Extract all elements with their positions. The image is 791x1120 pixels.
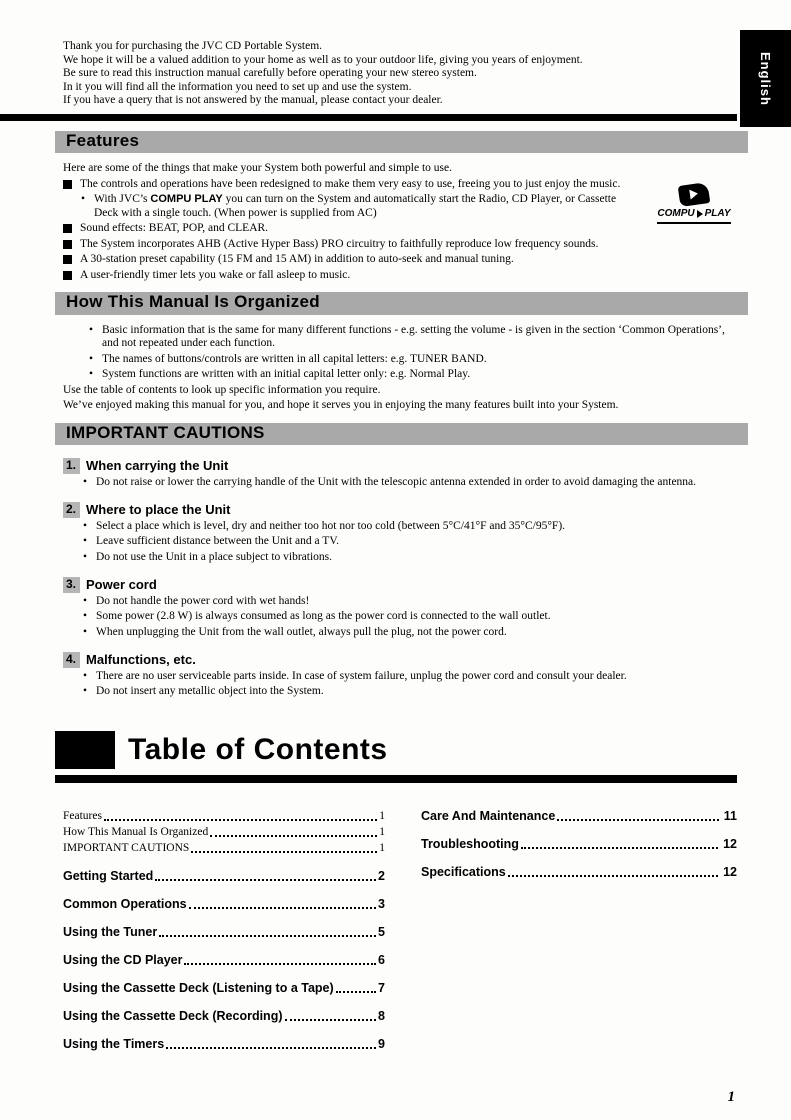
- features-section-body: [63, 162, 737, 282]
- features-lead: Here are some of the things that make your System both powerful and simple to use.: [63, 162, 452, 174]
- bullet-icon: [83, 551, 96, 565]
- toc-entry: [421, 837, 737, 852]
- feature-item-text: The System incorporates AHB (Active Hyper Bass) PRO circuitry to faithfully reproduce low frequency sounds.: [80, 237, 599, 250]
- toc-entry-label: Care And Maintenance: [421, 808, 556, 823]
- intro-line: In it you will find all the information you need to set up and use the system.: [63, 80, 412, 93]
- toc-dot-leader: [104, 819, 377, 821]
- top-divider: [0, 114, 737, 121]
- caution-item: [63, 577, 737, 639]
- bullet-icon: [83, 685, 96, 699]
- toc-entry-page: 8: [378, 1008, 385, 1023]
- square-bullet-icon: [63, 255, 72, 264]
- caution-heading-text: When carrying the Unit: [86, 458, 229, 473]
- caution-bullet: [83, 685, 737, 699]
- caution-bullet-text: There are no user serviceable parts inside. In case of system failure, unplug the power cord and consult your dealer.: [96, 669, 627, 682]
- toc-dot-leader: [285, 1019, 377, 1021]
- toc-entry: [63, 897, 385, 912]
- toc-entry-label: Using the Timers: [63, 1036, 165, 1051]
- square-bullet-icon: [63, 240, 72, 249]
- toc-entry-label: Troubleshooting: [421, 836, 519, 851]
- toc-entry: [421, 865, 737, 880]
- bullet-icon: [89, 368, 102, 382]
- organized-paragraph: We’ve enjoyed making this manual for you, and hope it serves you in enjoying the many features built into your System.: [63, 399, 619, 411]
- caution-bullet: [83, 670, 737, 684]
- bullet-icon: [83, 476, 96, 490]
- toc-dot-leader: [336, 991, 376, 993]
- toc-entry: [63, 1037, 385, 1052]
- toc-left-column: [63, 809, 385, 1065]
- caution-bullet: [83, 626, 737, 640]
- features-section-header: [55, 131, 748, 154]
- toc-dot-leader: [166, 1047, 376, 1049]
- toc-entry: [63, 869, 385, 884]
- toc-entry: [63, 1009, 385, 1024]
- feature-item-text: A user-friendly timer lets you wake or fall asleep to music.: [80, 268, 351, 281]
- toc-entry-label: IMPORTANT CAUTIONS: [63, 841, 190, 854]
- caution-heading-text: Where to place the Unit: [86, 502, 231, 517]
- toc-entry-label: Features: [63, 809, 102, 822]
- caution-number-badge: 4.: [63, 652, 80, 668]
- bullet-icon: [83, 626, 96, 640]
- toc-entry-page: 12: [723, 836, 737, 851]
- square-bullet-icon: [63, 180, 72, 189]
- caution-bullet: [83, 476, 737, 490]
- feature-item-text: Sound effects: BEAT, POP, and CLEAR.: [80, 222, 269, 234]
- caution-heading: [63, 577, 737, 593]
- caution-heading: [63, 652, 737, 668]
- toc-entry-label: How This Manual Is Organized: [63, 825, 209, 838]
- bullet-icon: [89, 324, 102, 351]
- intro-line: Be sure to read this instruction manual carefully before operating your new stereo system.: [63, 67, 477, 79]
- toc-divider: [55, 775, 737, 783]
- bullet-icon: [89, 353, 102, 367]
- toc-entry: [63, 925, 385, 940]
- compu-play-logo-word-left: COMPU: [657, 208, 695, 219]
- toc-dot-leader: [557, 819, 718, 821]
- bullet-icon: [81, 193, 94, 220]
- organized-paragraph: Use the table of contents to look up specific information you require.: [63, 383, 381, 396]
- toc-dot-leader: [159, 935, 376, 937]
- organized-bullet: [89, 324, 737, 351]
- bullet-icon: [83, 535, 96, 549]
- language-tab-label: English: [758, 51, 773, 106]
- compu-play-logo-text: [657, 207, 731, 224]
- feature-sub-item-text: [94, 193, 737, 220]
- toc-entry-page: 7: [378, 980, 385, 995]
- caution-bullet-text: Do not use the Unit in a place subject to vibrations.: [96, 550, 333, 563]
- bullet-icon: [83, 595, 96, 609]
- toc-title: Table of Contents: [128, 732, 388, 766]
- organized-bullet: [89, 353, 737, 367]
- cautions-section-header: [55, 423, 748, 446]
- organized-bullet-text: System functions are written with an initial capital letter only: e.g. Normal Play.: [102, 368, 471, 380]
- toc-entry: [63, 825, 385, 840]
- feature-sub-item: [81, 193, 737, 220]
- toc-entry-page: 12: [723, 864, 737, 879]
- feature-item: [63, 253, 737, 267]
- play-triangle-icon: [697, 210, 703, 218]
- feature-item-text: A 30-station preset capability (15 FM and 15 AM) in addition to auto-seek and manual tuning.: [80, 253, 514, 265]
- toc-entry-page: 11: [723, 808, 737, 823]
- feature-item: [63, 269, 737, 283]
- intro-line: We hope it will be a valued addition to your home as well as to your outdoor life, giving you years of enjoyment.: [63, 53, 583, 66]
- toc-entry-page: 1: [379, 825, 385, 838]
- toc-heading-square-icon: [55, 731, 115, 769]
- caution-item: [63, 502, 737, 564]
- toc-entry-label: Common Operations: [63, 896, 187, 911]
- organized-bullet-text: The names of buttons/controls are written in all capital letters: e.g. TUNER BAND.: [102, 352, 487, 365]
- feature-item: [63, 222, 737, 236]
- caution-bullet-text: Do not insert any metallic object into the System.: [96, 685, 324, 697]
- intro-line: If you have a query that is not answered by the manual, please contact your dealer.: [63, 94, 443, 106]
- toc-dot-leader: [155, 879, 376, 881]
- compu-play-logo-word-right: PLAY: [704, 208, 731, 219]
- caution-item: [63, 652, 737, 699]
- language-tab: [740, 30, 791, 127]
- toc-entry: [63, 981, 385, 996]
- toc-entry: [63, 841, 385, 856]
- intro-paragraph: [63, 40, 737, 108]
- feature-item-text: The controls and operations have been redesigned to make them very easy to use, freeing you to just enjoy the music.: [80, 177, 621, 190]
- intro-line: Thank you for purchasing the JVC CD Portable System.: [63, 40, 323, 52]
- bullet-icon: [83, 610, 96, 624]
- caution-bullet: [83, 610, 737, 624]
- toc-dot-leader: [521, 847, 718, 849]
- toc-entry-page: 1: [379, 841, 385, 854]
- toc-entry-page: 9: [378, 1036, 385, 1051]
- toc-entry-page: 6: [378, 952, 385, 967]
- caution-bullet-text: Do not raise or lower the carrying handle of the Unit with the telescopic antenna extended in order to avoid damaging the antenna.: [96, 475, 697, 488]
- bullet-icon: [83, 670, 96, 684]
- toc-right-column: [421, 809, 737, 1065]
- page-number: 1: [727, 1089, 735, 1105]
- caution-number-badge: 2.: [63, 502, 80, 518]
- toc-dot-leader: [508, 875, 718, 877]
- toc-entry-label: Using the CD Player: [63, 952, 183, 967]
- toc-columns: [63, 809, 737, 1065]
- toc-entry-page: 5: [378, 924, 385, 939]
- caution-bullet-text: Do not handle the power cord with wet hands!: [96, 594, 310, 607]
- organized-bullet-text: Basic information that is the same for many different functions - e.g. setting the volume - is given in the section ‘Common Operations’, and not repeated under each function.: [102, 323, 725, 349]
- toc-entry-page: 3: [378, 896, 385, 911]
- toc-entry-label: Specifications: [421, 864, 506, 879]
- caution-bullet: [83, 535, 737, 549]
- compu-play-logo: [657, 184, 731, 224]
- organized-section-title: How This Manual Is Organized: [66, 292, 320, 311]
- organized-section-body: [63, 324, 737, 413]
- toc-entry-label: Using the Cassette Deck (Listening to a Tape): [63, 980, 334, 995]
- compu-sub-post: you can turn on the System and automatically start the Radio, CD Player, or Cassette Deck with a single touch. (When power is supplied from AC): [94, 193, 617, 219]
- toc-entry-label: Getting Started: [63, 868, 154, 883]
- toc-entry: [63, 953, 385, 968]
- toc-dot-leader: [210, 835, 377, 837]
- caution-heading-text: Power cord: [86, 577, 157, 592]
- caution-bullet-text: Select a place which is level, dry and neither too hot nor too cold (between 5°C/41°F and 35°C/95°F).: [96, 519, 566, 532]
- toc-entry-label: Using the Cassette Deck (Recording): [63, 1008, 283, 1023]
- toc-dot-leader: [191, 851, 377, 853]
- caution-heading: [63, 502, 737, 518]
- toc-entry: [421, 809, 737, 824]
- caution-number-badge: 1.: [63, 458, 80, 474]
- caution-bullet: [83, 520, 737, 534]
- toc-entry-label: Using the Tuner: [63, 924, 158, 939]
- cautions-section-title: IMPORTANT CAUTIONS: [66, 422, 265, 442]
- caution-bullet: [83, 551, 737, 565]
- toc-entry: [63, 809, 385, 824]
- compu-sub-pre: With JVC’s: [94, 193, 151, 205]
- bullet-icon: [83, 520, 96, 534]
- compu-sub-bold: COMPU PLAY: [150, 193, 223, 205]
- feature-item: [63, 178, 737, 192]
- caution-heading-text: Malfunctions, etc.: [86, 652, 196, 667]
- toc-entry-page: 1: [379, 809, 385, 822]
- compu-play-logo-icon: [678, 182, 711, 207]
- caution-bullet-text: When unplugging the Unit from the wall outlet, always pull the plug, not the power cord.: [96, 625, 507, 638]
- toc-dot-leader: [189, 907, 376, 909]
- toc-dot-leader: [184, 963, 376, 965]
- organized-bullet: [89, 368, 737, 382]
- toc-heading: [55, 731, 737, 769]
- caution-heading: [63, 458, 737, 474]
- caution-bullet: [83, 595, 737, 609]
- square-bullet-icon: [63, 224, 72, 233]
- features-section-title: Features: [66, 130, 140, 150]
- caution-number-badge: 3.: [63, 577, 80, 593]
- toc-entry-page: 2: [378, 868, 385, 883]
- organized-section-header: [55, 292, 748, 315]
- caution-bullet-text: Leave sufficient distance between the Unit and a TV.: [96, 535, 340, 547]
- caution-item: [63, 458, 737, 489]
- caution-bullet-text: Some power (2.8 W) is always consumed as long as the power cord is connected to the wall outlet.: [96, 610, 551, 622]
- feature-item: [63, 238, 737, 252]
- square-bullet-icon: [63, 271, 72, 280]
